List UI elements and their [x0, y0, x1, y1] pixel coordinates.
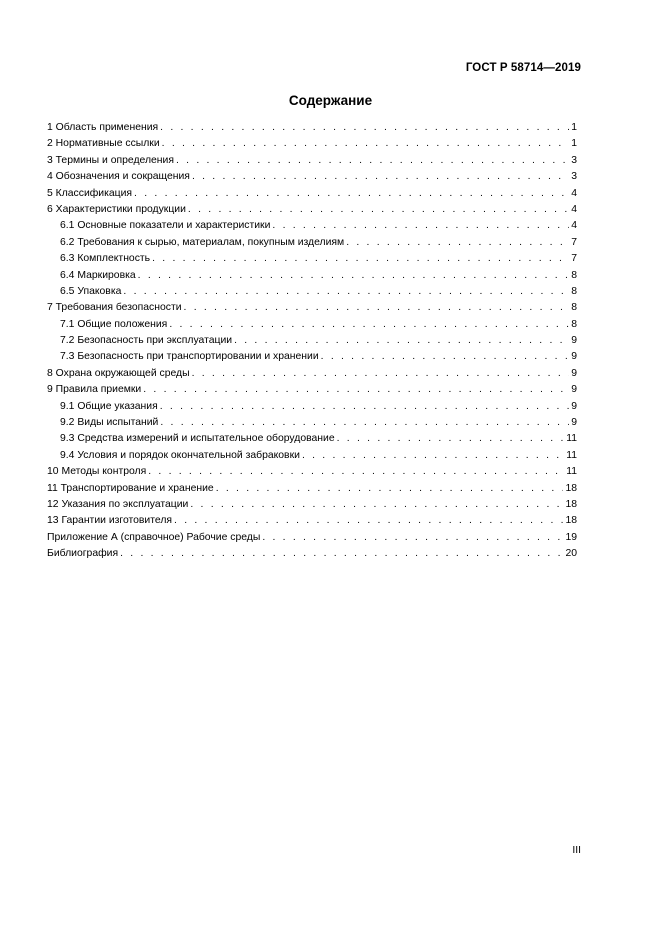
- toc-dot-leader: [321, 349, 570, 365]
- table-of-contents: [47, 120, 577, 563]
- toc-entry[interactable]: [47, 120, 577, 136]
- toc-entry-page: 4: [571, 220, 577, 232]
- toc-entry-label: 6.2 Требования к сырью, материалам, покупным изделиям: [60, 236, 345, 248]
- toc-entry-label: 6.4 Маркировка: [60, 269, 136, 281]
- toc-entry-label: 6.1 Основные показатели и характеристики: [60, 220, 271, 232]
- toc-dot-leader: [176, 153, 569, 169]
- toc-dot-leader: [138, 268, 570, 284]
- toc-entry-label: 13 Гарантии изготовителя: [47, 515, 173, 527]
- toc-entry[interactable]: [47, 415, 577, 431]
- toc-entry[interactable]: [47, 546, 577, 562]
- toc-dot-leader: [143, 382, 569, 398]
- toc-entry[interactable]: [47, 235, 577, 251]
- toc-dot-leader: [160, 415, 569, 431]
- toc-entry-page: 18: [565, 482, 577, 494]
- toc-entry[interactable]: [47, 513, 577, 529]
- toc-dot-leader: [346, 235, 569, 251]
- toc-entry-page: 4: [571, 203, 577, 215]
- toc-entry-label: 9.1 Общие указания: [60, 400, 158, 412]
- toc-entry-label: 11 Транспортирование и хранение: [47, 482, 214, 494]
- standard-code: ГОСТ Р 58714—2019: [465, 62, 581, 74]
- toc-entry-page: 7: [571, 253, 577, 265]
- toc-entry[interactable]: [47, 431, 577, 447]
- toc-dot-leader: [169, 317, 569, 333]
- toc-entry-page: 4: [571, 187, 577, 199]
- toc-entry-label: 5 Классификация: [47, 187, 133, 199]
- toc-entry[interactable]: [47, 464, 577, 480]
- toc-entry[interactable]: [47, 153, 577, 169]
- toc-entry-page: 8: [571, 269, 577, 281]
- toc-dot-leader: [192, 366, 570, 382]
- toc-entry-label: Библиография: [47, 548, 119, 560]
- toc-entry[interactable]: [47, 186, 577, 202]
- toc-entry-label: 6.5 Упаковка: [60, 285, 122, 297]
- toc-entry-label: 6 Характеристики продукции: [47, 203, 186, 215]
- toc-entry-page: 9: [571, 335, 577, 347]
- toc-entry-label: 6.3 Комплектность: [60, 253, 151, 265]
- toc-entry-page: 3: [571, 171, 577, 183]
- toc-entry[interactable]: [47, 349, 577, 365]
- toc-dot-leader: [152, 251, 569, 267]
- toc-dot-leader: [337, 431, 565, 447]
- toc-entry-label: 9 Правила приемки: [47, 384, 142, 396]
- toc-entry-page: 7: [571, 236, 577, 248]
- toc-dot-leader: [184, 300, 570, 316]
- toc-dot-leader: [160, 399, 569, 415]
- toc-dot-leader: [120, 546, 563, 562]
- toc-entry-label: 10 Методы контроля: [47, 466, 147, 478]
- toc-entry[interactable]: [47, 202, 577, 218]
- toc-entry[interactable]: [47, 169, 577, 185]
- toc-entry[interactable]: [47, 218, 577, 234]
- toc-entry-page: 8: [571, 285, 577, 297]
- toc-entry-label: 12 Указания по эксплуатации: [47, 498, 189, 510]
- toc-dot-leader: [160, 120, 569, 136]
- toc-entry[interactable]: [47, 530, 577, 546]
- toc-entry-label: 7 Требования безопасности: [47, 302, 182, 314]
- toc-entry-label: 4 Обозначения и сокращения: [47, 171, 190, 183]
- toc-entry-page: 19: [565, 531, 577, 543]
- toc-entry-page: 11: [566, 466, 577, 478]
- toc-dot-leader: [302, 448, 564, 464]
- toc-entry[interactable]: [47, 366, 577, 382]
- toc-dot-leader: [148, 464, 564, 480]
- toc-entry[interactable]: [47, 136, 577, 152]
- toc-entry-label: Приложение А (справочное) Рабочие среды: [47, 531, 261, 543]
- toc-entry-page: 8: [571, 302, 577, 314]
- toc-dot-leader: [123, 284, 569, 300]
- toc-entry[interactable]: [47, 333, 577, 349]
- toc-entry[interactable]: [47, 251, 577, 267]
- toc-entry-label: 9.3 Средства измерений и испытательное оборудование: [60, 433, 335, 445]
- page-number: III: [572, 845, 581, 856]
- toc-entry-page: 9: [571, 417, 577, 429]
- toc-entry-page: 11: [566, 433, 577, 445]
- toc-entry[interactable]: [47, 317, 577, 333]
- toc-entry[interactable]: [47, 448, 577, 464]
- toc-entry-page: 1: [571, 122, 577, 133]
- toc-dot-leader: [134, 186, 569, 202]
- toc-entry-label: 2 Нормативные ссылки: [47, 138, 160, 150]
- toc-entry-page: 18: [565, 515, 577, 527]
- toc-entry-page: 3: [571, 154, 577, 166]
- toc-entry-label: 7.1 Общие положения: [60, 318, 168, 330]
- toc-entry-label: 9.2 Виды испытаний: [60, 417, 159, 429]
- toc-dot-leader: [234, 333, 569, 349]
- toc-entry-page: 9: [571, 400, 577, 412]
- toc-dot-leader: [162, 136, 570, 152]
- toc-entry-label: 9.4 Условия и порядок окончательной забраковки: [60, 449, 300, 461]
- toc-entry-page: 20: [565, 548, 577, 560]
- toc-entry-page: 9: [571, 367, 577, 379]
- toc-entry-label: 3 Термины и определения: [47, 154, 174, 166]
- toc-dot-leader: [262, 530, 563, 546]
- toc-dot-leader: [190, 497, 563, 513]
- toc-entry[interactable]: [47, 300, 577, 316]
- toc-entry-page: 9: [571, 351, 577, 363]
- toc-title: Содержание: [288, 93, 373, 108]
- toc-dot-leader: [216, 481, 564, 497]
- toc-entry-label: 7.3 Безопасность при транспортировании и хранении: [60, 351, 319, 363]
- toc-dot-leader: [192, 169, 569, 185]
- toc-dot-leader: [272, 218, 569, 234]
- toc-dot-leader: [174, 513, 563, 529]
- toc-entry-page: 11: [566, 449, 577, 461]
- toc-entry[interactable]: [47, 399, 577, 415]
- toc-entry-page: 8: [571, 318, 577, 330]
- toc-dot-leader: [188, 202, 569, 218]
- toc-entry[interactable]: [47, 284, 577, 300]
- toc-entry-label: 7.2 Безопасность при эксплуатации: [60, 335, 233, 347]
- toc-entry[interactable]: [47, 481, 577, 497]
- toc-entry-label: 8 Охрана окружающей среды: [47, 367, 190, 379]
- toc-entry-label: 1 Область применения: [47, 122, 159, 133]
- toc-entry[interactable]: [47, 382, 577, 398]
- toc-entry-page: 9: [571, 384, 577, 396]
- toc-entry[interactable]: [47, 268, 577, 284]
- toc-entry[interactable]: [47, 497, 577, 513]
- toc-entry-page: 1: [571, 138, 577, 150]
- toc-entry-page: 18: [565, 498, 577, 510]
